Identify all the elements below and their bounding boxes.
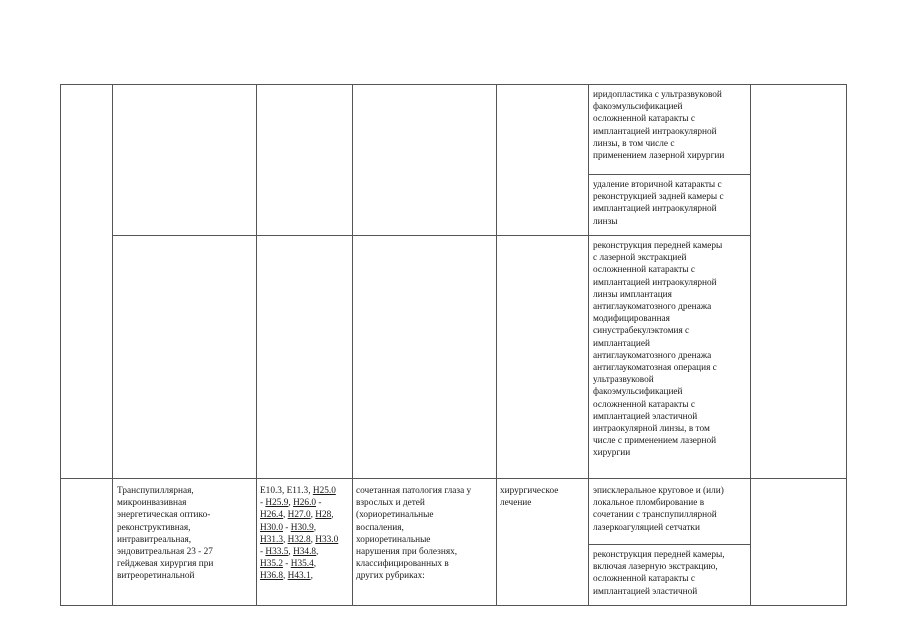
procedure-cell: реконструкция передней камеры с лазерной экстракцией осложненной катаракты с имплантацией интраокулярной линзы имплантация антиглаукоматозного дренажа модифицированная синустрабекулэктомия с имплантацией антиглаукоматозного дренажа антиглаукоматозная операция с ультразвуковой факоэмульсификацией осложненной катаракты с имплантацией эластичной интраокулярной линзы, в том числе с применением лазерной хирургии (593, 241, 723, 459)
icd-code-text: - (282, 559, 291, 570)
icd-code-text: , (282, 571, 288, 582)
icd-code-link[interactable]: H35.4 (290, 559, 314, 570)
icd-codes-cell (260, 485, 352, 603)
icd-code-link[interactable]: H25.9 (265, 498, 289, 509)
procedure-cell: иридопластика с ультразвуковой факоэмульсификацией осложненной катаракты с имплантацией интраокулярной линзы, в том числе с применением лазерной хирургии (593, 90, 725, 162)
icd-code-text: , (288, 498, 294, 509)
col-line-2 (256, 84, 257, 606)
icd-code-text: , (310, 534, 316, 545)
method-cell: Транспупиллярная, микроинвазивная энергетическая оптико- реконструктивная, интравитреальная, эндовитреальная 23 - 27 гейджевая хирургия при витреоретинальной (117, 486, 214, 582)
procedure-cell: реконструкция передней камеры, включая лазерную экстракцию, осложненной катаракты с имплантацией эластичной (593, 550, 725, 597)
icd-code-text: , (282, 534, 288, 545)
proc-divider-2 (588, 544, 750, 545)
icd-code-text: - (282, 522, 291, 533)
icd-code-link[interactable]: H43.1 (287, 571, 311, 582)
treatment-cell: хирургическое лечение (500, 486, 559, 509)
icd-code-text: , (331, 510, 334, 521)
icd-code-link[interactable]: H35.2 (260, 559, 283, 570)
icd-code-text: E10.3, E11.3, (260, 486, 313, 496)
icd-code-link[interactable]: H34.8 (293, 547, 317, 558)
diagnosis-cell: сочетанная патология глаза у взрослых и детей (хориоретинальные воспаления, хориоретинальные нарушения при болезнях, классифицированных в других рубриках: (356, 486, 472, 582)
col-line-7 (846, 84, 847, 606)
row-divider-2 (60, 478, 846, 479)
icd-code-link[interactable]: H25.0 (312, 486, 336, 496)
col-line-4 (496, 84, 497, 606)
icd-code-text: - (260, 547, 264, 558)
col-line-0 (60, 84, 61, 606)
col-line-6 (750, 84, 751, 606)
icd-code-text: , (313, 559, 317, 570)
procedure-cell: эписклеральное круговое и (или) локальное пломбирование в сочетании с транспупиллярной лазеркоагуляцией сетчатки (593, 486, 724, 533)
icd-code-link[interactable]: H28 (315, 510, 332, 521)
table-bottom-border (60, 605, 846, 606)
icd-code-link[interactable]: H26.0 (293, 498, 317, 509)
col-line-5 (588, 84, 589, 606)
col-line-1 (112, 84, 113, 606)
icd-code-text: , (316, 547, 319, 558)
icd-code-text: , (310, 571, 313, 582)
icd-code-text: , (282, 510, 288, 521)
proc-divider-1 (588, 174, 750, 175)
icd-code-text: - (318, 498, 322, 509)
procedure-cell: удаление вторичной катаракты с реконструкцией задней камеры с имплантацией интраокулярной линзы (593, 180, 724, 227)
icd-code-text: , (288, 547, 294, 558)
icd-code-text: , (313, 522, 317, 533)
table-top-border (60, 84, 846, 85)
row-divider-1 (112, 235, 750, 236)
icd-code-link[interactable]: H31.3 (260, 534, 283, 545)
icd-code-link[interactable]: H33.0 (315, 534, 339, 545)
icd-code-link[interactable]: H36.8 (260, 571, 283, 582)
icd-code-text: - (260, 498, 264, 509)
icd-code-link[interactable]: H26.4 (260, 510, 283, 521)
icd-code-link[interactable]: H30.9 (290, 522, 314, 533)
icd-code-text: , (310, 510, 316, 521)
icd-code-link[interactable]: H33.5 (265, 547, 289, 558)
col-line-3 (352, 84, 353, 606)
icd-code-link[interactable]: H32.8 (287, 534, 311, 545)
icd-code-link[interactable]: H27.0 (287, 510, 311, 521)
icd-code-link[interactable]: H30.0 (260, 522, 283, 533)
